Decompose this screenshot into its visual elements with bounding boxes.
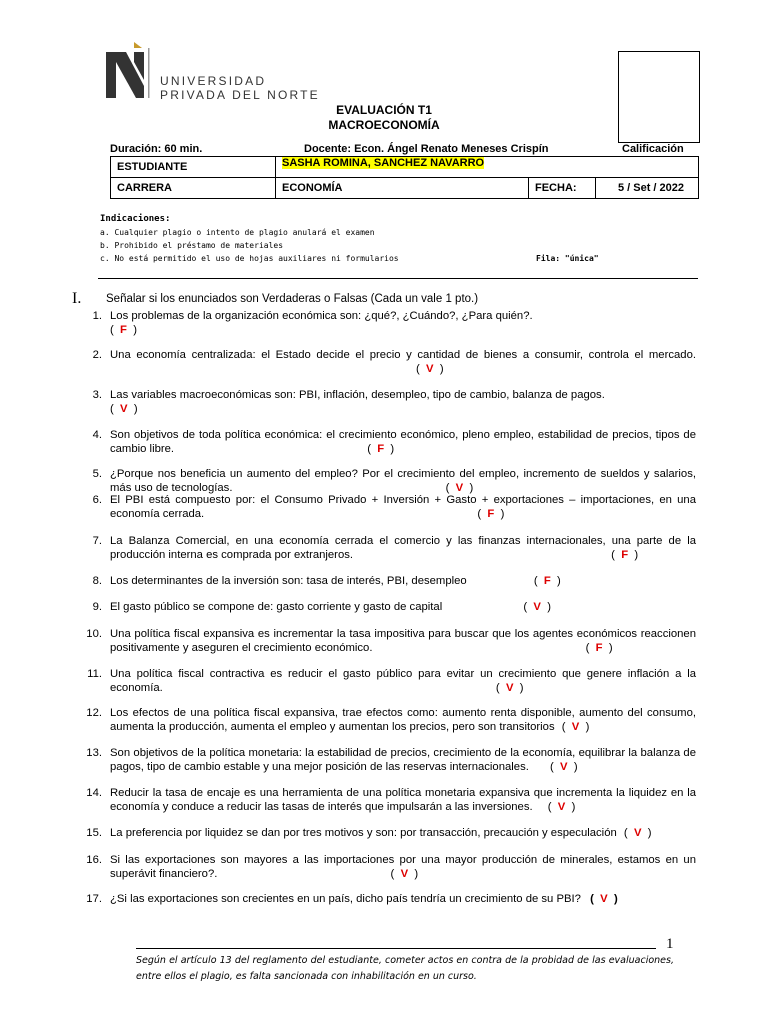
question-item: [80, 707, 696, 734]
answer-mark[interactable]: ( F ): [110, 323, 137, 336]
indication-a: a. Cualquier plagio o intento de plagio anulará el examen: [100, 228, 375, 237]
question-text: Los efectos de una política fiscal expansiva, trae efectos como: aumento renta disponible, aumento del consumo, aumenta la producción, aumenta el empleo y aumentan los precios, pero son transitorios ( V ): [110, 707, 696, 733]
question-item: [80, 827, 696, 841]
question-text: La preferencia por liquidez se dan por tres motivos y son: por transacción, precaución y especulación ( V ): [110, 827, 652, 839]
question-text: ¿Porque nos beneficia un aumento del empleo? Por el crecimiento del empleo, incremento de sueldos y salarios, más uso de tecnologías. ( V ): [110, 468, 696, 494]
table-row: [111, 178, 699, 199]
table-row: [111, 157, 699, 178]
section-number: I.: [72, 290, 82, 307]
career-value[interactable]: ECONOMÍA: [276, 178, 529, 199]
question-item: [80, 668, 696, 695]
question-number: 16.: [86, 854, 102, 866]
answer-mark[interactable]: ( F ): [585, 641, 613, 654]
answer-mark[interactable]: ( V ): [547, 800, 576, 813]
question-number: 2.: [92, 349, 102, 361]
question-text: Las variables macroeconómicas son: PBI, inflación, desempleo, tipo de cambio, balanza de pagos. ( V ): [110, 389, 696, 416]
answer-mark[interactable]: ( V ): [561, 720, 590, 733]
answer-mark[interactable]: ( F ): [477, 507, 505, 520]
answer-mark[interactable]: ( V ): [495, 681, 524, 694]
answer-mark[interactable]: ( V ): [416, 362, 444, 375]
question-number: 10.: [86, 628, 102, 640]
answer-mark[interactable]: ( V ): [445, 481, 474, 494]
page-number: 1: [666, 936, 674, 952]
university-logo-icon: [104, 40, 152, 100]
question-item: [80, 893, 696, 907]
question-text: Los determinantes de la inversión son: tasa de interés, PBI, desempleo ( F ): [110, 575, 561, 587]
answer-mark[interactable]: ( V ): [550, 760, 578, 773]
question-number: 4.: [92, 429, 102, 441]
student-label: ESTUDIANTE: [111, 157, 276, 178]
student-name-cell[interactable]: [276, 157, 699, 178]
answer-mark[interactable]: ( V ): [523, 601, 551, 613]
answer-mark[interactable]: ( F ): [367, 442, 395, 455]
question-text: Son objetivos de la política monetaria: la estabilidad de precios, crecimiento de la economía, equilibrar la balanza de pagos, tipo de cambio estable y una mejor posición de las reservas internacionales. ( V ): [110, 747, 696, 773]
university-name-line2: PRIVADA DEL NORTE: [160, 88, 320, 102]
divider: [98, 278, 698, 279]
career-label: CARRERA: [111, 178, 276, 199]
question-number: 3.: [92, 389, 102, 401]
answer-mark[interactable]: ( V ): [110, 402, 138, 415]
indication-b: b. Prohibido el préstamo de materiales: [100, 241, 284, 250]
question-text: Reducir la tasa de encaje es una herramienta de una política monetaria expansiva que incrementa la liquidez en la economía y conduce a reducir las tasas de interés que impulsarán a las inversiones. ( V ): [110, 787, 696, 813]
answer-mark[interactable]: ( F ): [533, 575, 561, 587]
question-number: 6.: [92, 494, 102, 506]
question-number: 14.: [86, 787, 102, 799]
question-item: [80, 747, 696, 774]
date-label: FECHA:: [529, 178, 596, 199]
question-item: [80, 310, 696, 337]
question-text: El gasto público se compone de: gasto corriente y gasto de capital ( V ): [110, 601, 551, 613]
footer-note: Según el artículo 13 del reglamento del estudiante, cometer actos en contra de la probidad de las evaluaciones, entre ellos el plagio, es falta sancionada con inhabilitación en un curso.: [136, 955, 674, 982]
row-label: Fila: "única": [536, 254, 599, 263]
question-number: 7.: [92, 535, 102, 547]
question-text: ¿Si las exportaciones son crecientes en un país, dicho país tendría un crecimiento de su PBI? ( V ): [110, 893, 618, 905]
answer-mark[interactable]: ( V ): [623, 827, 652, 839]
answer-mark[interactable]: ( V ): [390, 867, 419, 880]
section-instructions: Señalar si los enunciados son Verdaderas o Falsas (Cada un vale 1 pto.): [106, 293, 479, 305]
question-number: 1.: [92, 310, 102, 322]
question-number: 12.: [86, 707, 102, 719]
answer-mark[interactable]: ( V ): [590, 893, 618, 905]
university-name-line1: UNIVERSIDAD: [160, 74, 267, 88]
question-text: La Balanza Comercial, en una economía cerrada el comercio y las finanzas internacionales, una parte de la producción interna es comprada por extranjeros. ( F ): [110, 535, 696, 561]
question-text: Si las exportaciones son mayores a las importaciones por una mayor producción de minerales, estamos en un superávit financiero?. ( V ): [110, 854, 696, 880]
question-item: [80, 349, 696, 376]
exam-title: EVALUACIÓN T1: [336, 103, 432, 117]
indications-title: Indicaciones:: [100, 214, 171, 224]
student-name: SASHA ROMINA, SANCHEZ NAVARRO: [282, 157, 485, 169]
question-item: [80, 389, 696, 416]
duration: Duración: 60 min.: [110, 143, 203, 155]
question-number: 9.: [92, 601, 102, 613]
indication-c: c. No está permitido el uso de hojas auxiliares ni formularios: [100, 254, 399, 263]
question-number: 17.: [86, 893, 102, 905]
question-text: Una política fiscal expansiva es incrementar la tasa impositiva para buscar que los agentes económicos reaccionen positivamente y aseguren el crecimiento económico. ( F ): [110, 628, 696, 654]
question-item: [80, 468, 696, 495]
question-text: Una política fiscal contractiva es reducir el gasto público para evitar un crecimiento que genere inflación a la economía. ( V ): [110, 668, 696, 694]
question-text: Los problemas de la organización económica son: ¿qué?, ¿Cuándo?, ¿Para quién?. ( F ): [110, 310, 696, 337]
question-text: Son objetivos de toda política económica: el crecimiento económico, pleno empleo, estabilidad de precios, tipos de cambio libre. ( F ): [110, 429, 696, 455]
question-number: 13.: [86, 747, 102, 759]
question-item: [80, 575, 696, 589]
question-item: [80, 429, 696, 456]
answer-mark[interactable]: ( F ): [611, 548, 639, 561]
question-number: 15.: [86, 827, 102, 839]
question-item: [80, 494, 696, 521]
question-text: El PBI está compuesto por: el Consumo Privado + Inversión + Gasto + exportaciones – importaciones, en una economía cerrada. ( F ): [110, 494, 696, 520]
footer-divider: [136, 948, 656, 949]
grade-label: Calificación: [622, 143, 684, 155]
question-number: 8.: [92, 575, 102, 587]
course-title: MACROECONOMÍA: [328, 118, 440, 132]
date-value[interactable]: 5 / Set / 2022: [596, 178, 699, 199]
question-item: [80, 601, 696, 615]
question-item: [80, 787, 696, 814]
question-text: Una economía centralizada: el Estado decide el precio y cantidad de bienes a consumir, controla el mercado. ( V ): [110, 349, 696, 375]
question-item: [80, 535, 696, 562]
question-number: 11.: [87, 668, 102, 680]
teacher: Docente: Econ. Ángel Renato Meneses Crispín: [304, 143, 549, 155]
question-item: [80, 854, 696, 881]
question-item: [80, 628, 696, 655]
question-number: 5.: [92, 468, 102, 480]
student-info-table: [110, 156, 699, 199]
